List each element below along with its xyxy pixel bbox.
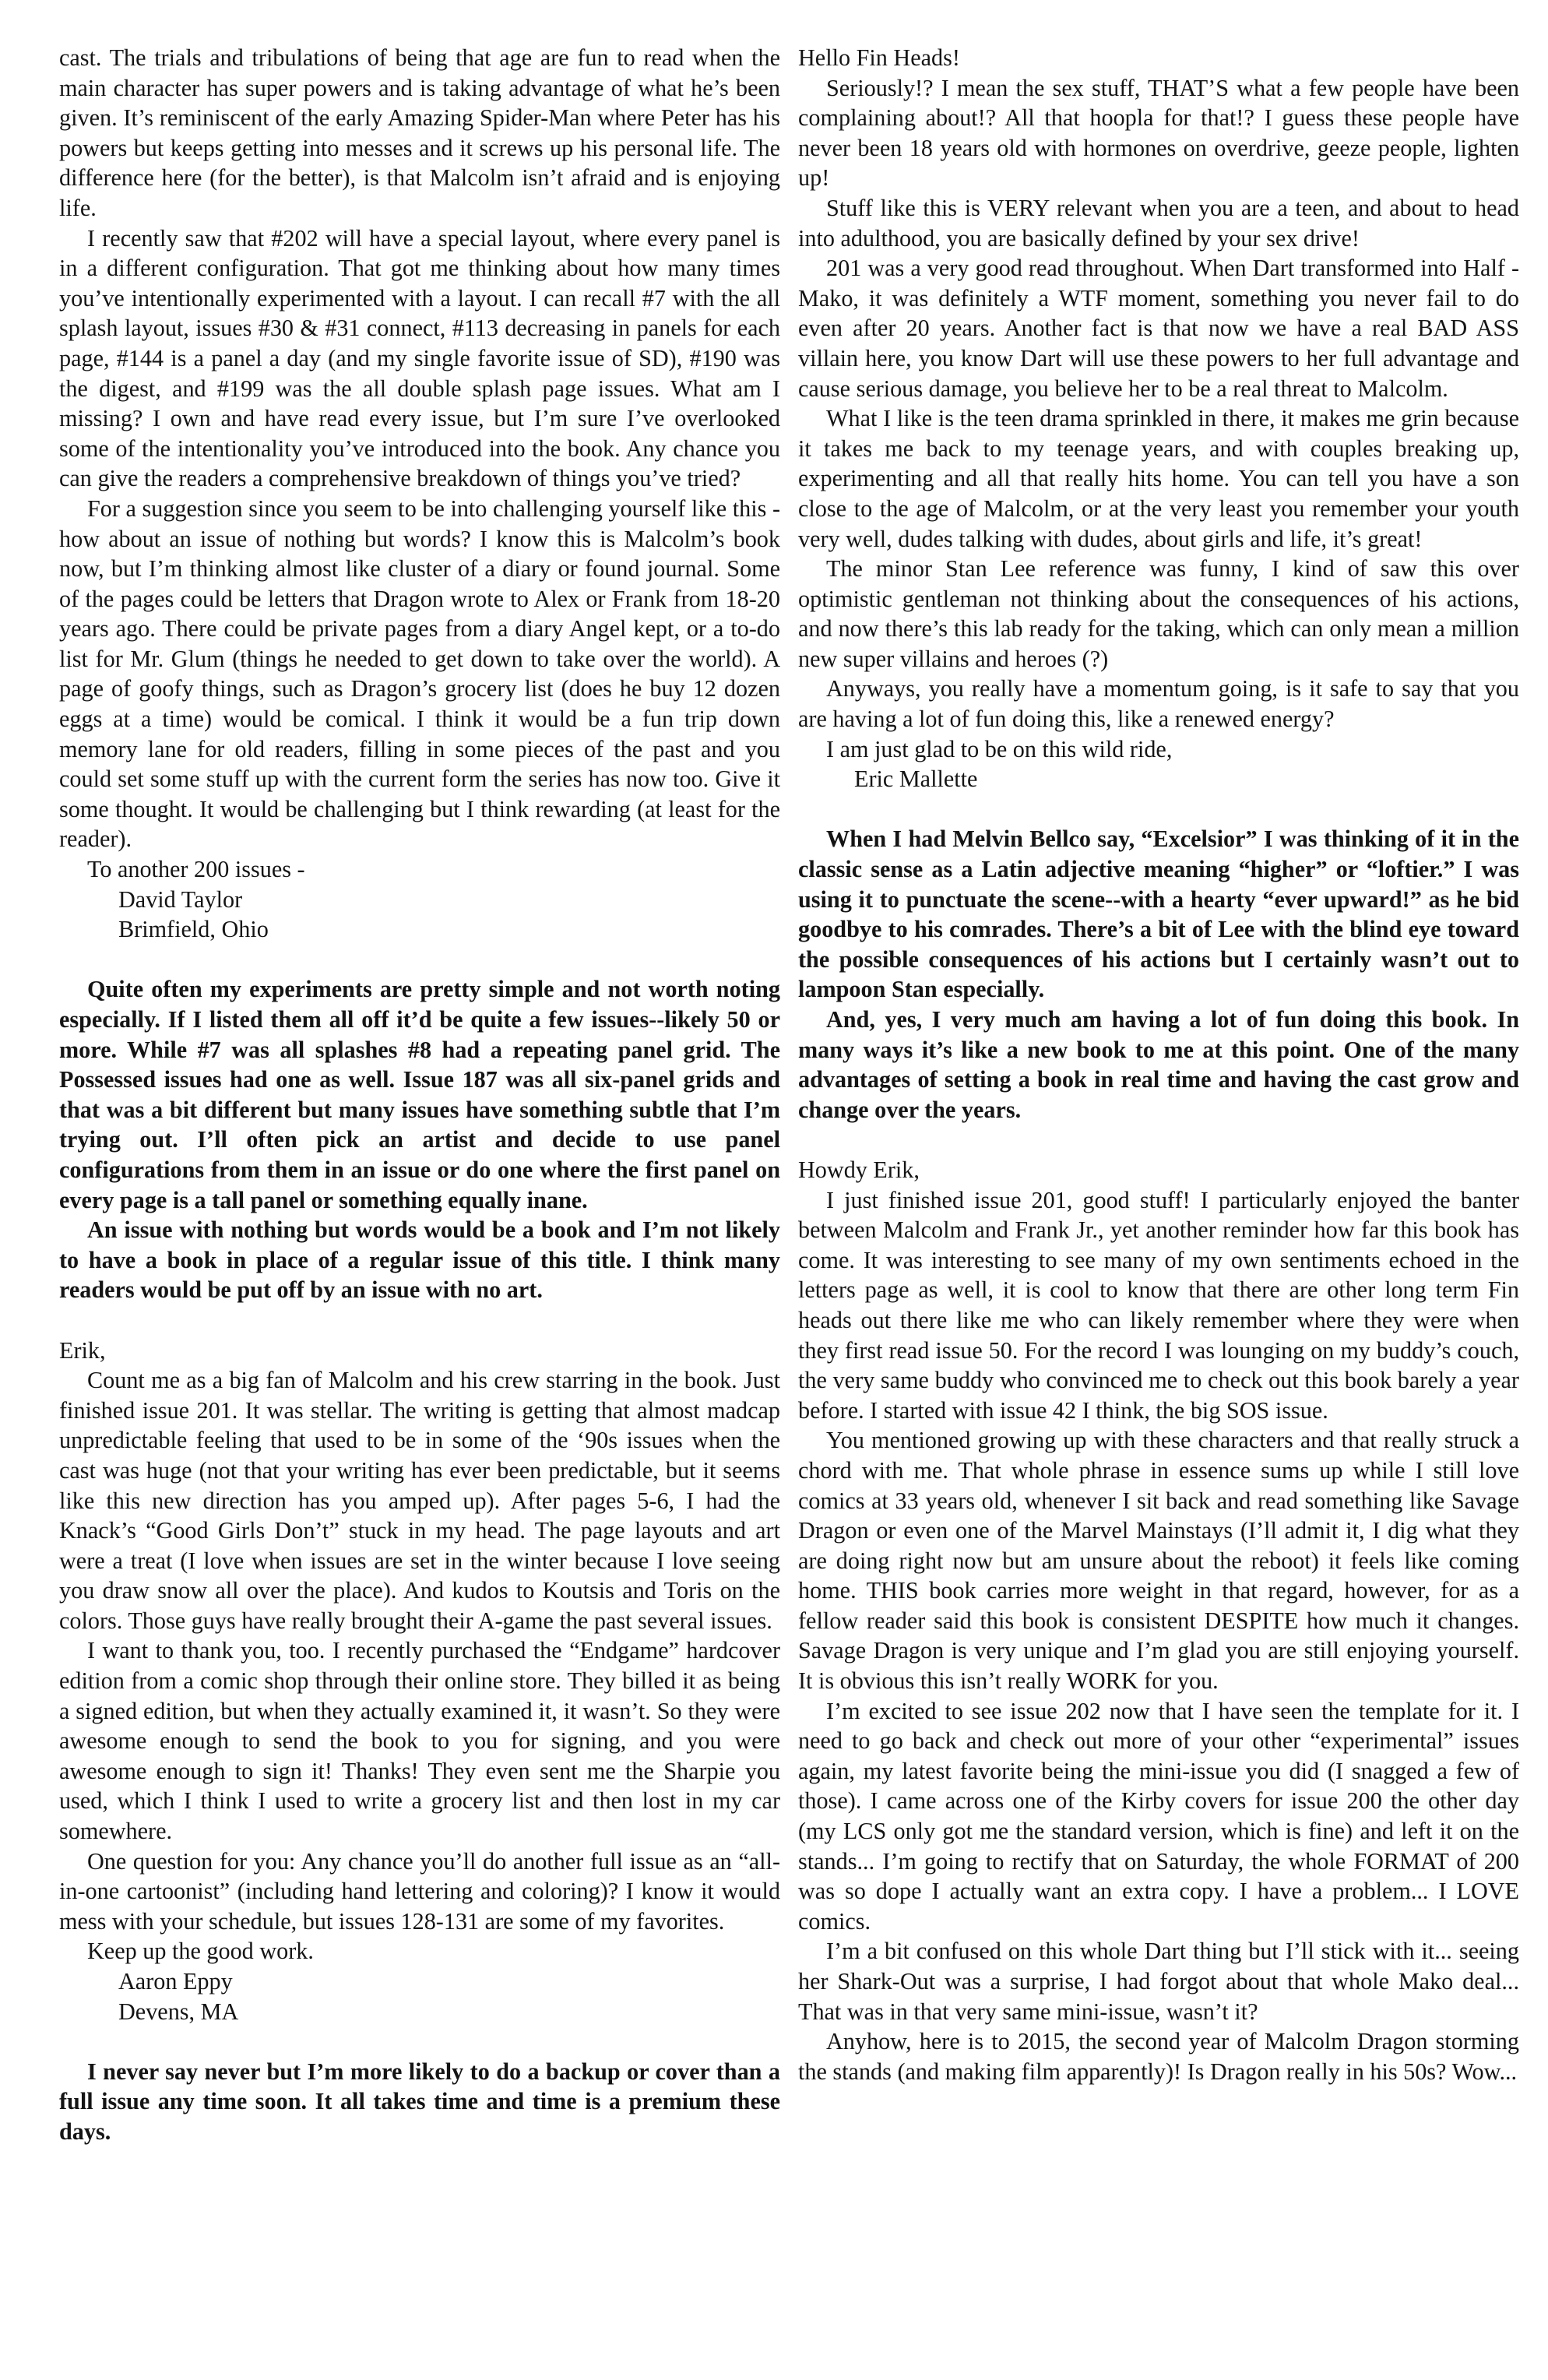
letter-closing: Keep up the good work. xyxy=(87,1938,314,1965)
letter-closing: I am just glad to be on this wild ride, xyxy=(826,735,1173,762)
left-column xyxy=(59,43,780,2147)
letter-signature-name: Eric Mallette xyxy=(854,766,978,793)
letter-signature-location: Devens, MA xyxy=(118,1998,239,2025)
editor-response: And, yes, I very much am having a lot of fun doing this book. In many ways it’s like a new book to me at this point. One of the many advantages of setting a book in real time and having the cast grow and change over the years. xyxy=(798,1006,1519,1123)
letter-paragraph: I’m excited to see issue 202 now that I have seen the template for it. I need to go back and check out more of your other “experimental” issues again, my latest favorite being the mini-issue you did (I snagged a few of those). I came across one of the Kirby covers for issue 200 the other day (my LCS only got me the standard version, which is fine) and left it on the stands... I’m going to rectify that on Saturday, the whole FORMAT of 200 was so dope I actually want an extra copy. I have a problem... I LOVE comics. xyxy=(798,1697,1519,1935)
letter-salutation: Erik, xyxy=(59,1336,106,1364)
letter-paragraph: Anyways, you really have a momentum going, is it safe to say that you are having a lot of fun doing this, like a renewed energy? xyxy=(798,675,1519,733)
editor-response: When I had Melvin Bellco say, “Excelsior” I was thinking of it in the classic sense as a Latin adjective meaning “higher” or “loftier.” I was using it to punctuate the scene--with a hearty “ever upward!” as he bid goodbye to his comrades. There’s a bit of Lee with the blind eye toward the possible consequences of his actions but I certainly wasn’t out to lampoon Stan especially. xyxy=(798,826,1519,1003)
letter-salutation: Hello Fin Heads! xyxy=(798,44,960,71)
letter-signature-location: Brimfield, Ohio xyxy=(118,916,269,943)
letter-paragraph: Stuff like this is VERY relevant when you are a teen, and about to head into adulthood, you are basically defined by your sex drive! xyxy=(798,194,1519,252)
letter-paragraph: You mentioned growing up with these characters and that really struck a chord with me. That whole phrase in essence sums up while I still love comics at 33 years old, whenever I sit back and read something like Savage Dragon or even one of the Marvel Mainstays (I’ll admit it, I dig what they are doing right now but am unsure about the reboot) it feels like coming home. THIS book carries more weight in that regard, however, for as a fellow reader said this book is consistent DESPITE how much it changes. Savage Dragon is very unique and I’m glad you are still enjoying yourself. It is obvious this isn’t really WORK for you. xyxy=(798,1427,1519,1695)
letter-paragraph: The minor Stan Lee reference was funny, I kind of saw this over optimistic gentleman not thinking about the consequences of his actions, and now there’s this lab ready for the taking, which can only mean a million new super villains and heroes (?) xyxy=(798,555,1519,672)
letter-paragraph: cast. The trials and tribulations of being that age are fun to read when the main character has super powers and is taking advantage of what he’s been given. It’s reminiscent of the early Amazing Spider-Man where Peter has his powers but keeps getting into messes and it screws up his personal life. The difference here (for the better), is that Malcolm isn’t afraid and is enjoying life. xyxy=(59,44,780,221)
letter-paragraph: I recently saw that #202 will have a special layout, where every panel is in a different configuration. That got me thinking about how many times you’ve intentionally experimented with a layout. I can recall #7 with the all splash layout, issues #30 & #31 connect, #113 decreasing in panels for each page, #144 is a panel a day (and my single favorite issue of SD), #190 was the digest, and #199 was the all double splash page issues. What am I missing? I own and have read every issue, but I’m sure I’ve overlooked some of the intentionality you’ve introduced into the book. Any chance you can give the readers a comprehensive breakdown of things you’ve tried? xyxy=(59,224,780,492)
letter-closing: To another 200 issues - xyxy=(87,856,305,883)
letter-paragraph: Seriously!? I mean the sex stuff, THAT’S what a few people have been complaining about!? All that hoopla for that!? I guess these people have never been 18 years old with hormones on overdrive, geeze people, lighten up! xyxy=(798,74,1519,192)
letter-paragraph: I want to thank you, too. I recently purchased the “Endgame” hardcover edition from a comic shop through their online store. They billed it as being a signed edition, but when they actually examined it, it wasn’t. So they were awesome enough to send the book to you for signing, and you were awesome enough to sign it! Thanks! They even sent me the Sharpie you used, which I think I used to write a grocery list and then lost in my car somewhere. xyxy=(59,1637,780,1845)
letter-paragraph: Anyhow, here is to 2015, the second year of Malcolm Dragon storming the stands (and making film apparently)! Is Dragon really in his 50s? Wow... xyxy=(798,2028,1519,2085)
letter-paragraph: One question for you: Any chance you’ll do another full issue as an “all-in-one cartoonist” (including hand lettering and coloring)? I know it would mess with your schedule, but issues 128-131 are some of my favorites. xyxy=(59,1847,780,1935)
letter-paragraph: For a suggestion since you seem to be into challenging yourself like this - how about an issue of nothing but words? I know this is Malcolm’s book now, but I’m thinking almost like cluster of a diary or found journal. Some of the pages could be letters that Dragon wrote to Alex or Frank from 18-20 years ago. There could be private pages from a diary Angel kept, or a to-do list for Mr. Glum (things he needed to get down to take over the world). A page of goofy things, such as Dragon’s grocery list (does he buy 12 dozen eggs at a time) would be comical. I think it would be a fun trip down memory lane for old readers, filling in some pieces of the past and you could set some stuff up with the current form the series has now too. Give it some thought. It would be challenging but I think rewarding (at least for the reader). xyxy=(59,495,780,853)
letter-signature-name: Aaron Eppy xyxy=(118,1968,233,1994)
letter-paragraph: What I like is the teen drama sprinkled in there, it makes me grin because it takes me back to my teenage years, and with couples breaking up, experimenting and all that really hits home. You can tell you have a son close to the age of Malcolm, or at the very least you remember your youth very well, dudes talking with dudes, about girls and life, it’s great! xyxy=(798,405,1519,552)
letter-paragraph: Count me as a big fan of Malcolm and his crew starring in the book. Just finished issue 201. It was stellar. The writing is getting that almost madcap unpredictable feeling that used to be in some of the ‘90s issues when the cast was huge (not that your writing has ever been predictable, but it seems like this new direction has you amped up). After pages 5-6, I had the Knack’s “Good Girls Don’t” stuck in my head. The page layouts and art were a treat (I love when issues are set in the winter because I love seeing you draw snow all over the place). And kudos to Koutsis and Toris on the colors. Those guys have really brought their A-game the past several issues. xyxy=(59,1367,780,1634)
letter-salutation: Howdy Erik, xyxy=(798,1156,920,1183)
letter-paragraph: 201 was a very good read throughout. When Dart transformed into Half -Mako, it was definitely a WTF moment, something you never fail to do even after 20 years. Another fact is that now we have a real BAD ASS villain here, you know Dart will use these powers to her full advantage and cause serious damage, you believe her to be a real threat to Malcolm. xyxy=(798,255,1519,402)
editor-response: Quite often my experiments are pretty simple and not worth noting especially. If I listed them all off it’d be quite a few issues--likely 50 or more. While #7 was all splashes #8 had a repeating panel grid. The Possessed issues had one as well. Issue 187 was all six-panel grids and that was a bit different but many issues have something subtle that I’m trying out. I’ll often pick an artist and decide to use panel configurations from them in an issue or do one where the first panel on every page is a tall panel or something equally inane. xyxy=(59,976,780,1213)
letter-paragraph: I’m a bit confused on this whole Dart thing but I’ll stick with it... seeing her Shark-Out was a surprise, I had forgot about that whole Mako deal... That was in that very same mini-issue, wasn’t it? xyxy=(798,1938,1519,2025)
editor-response: I never say never but I’m more likely to do a backup or cover than a full issue any time soon. It all takes time and time is a premium these days. xyxy=(59,2058,780,2145)
editor-response: An issue with nothing but words would be a book and I’m not likely to have a book in place of a regular issue of this title. I think many readers would be put off by an issue with no art. xyxy=(59,1216,780,1304)
right-column xyxy=(798,43,1519,2086)
letter-paragraph: I just finished issue 201, good stuff! I particularly enjoyed the banter between Malcolm and Frank Jr., yet another reminder how far this book has come. It was interesting to see many of my own sentiments echoed in the letters page as well, it is cool to know that there are other long term Fin heads out there like me who can likely remember where they were when they first read issue 50. For the record I was lounging on my buddy’s couch, the very same buddy who convinced me to check out this book barely a year before. I started with issue 42 I think, the big SOS issue. xyxy=(798,1186,1519,1424)
letter-signature-name: David Taylor xyxy=(118,885,243,913)
